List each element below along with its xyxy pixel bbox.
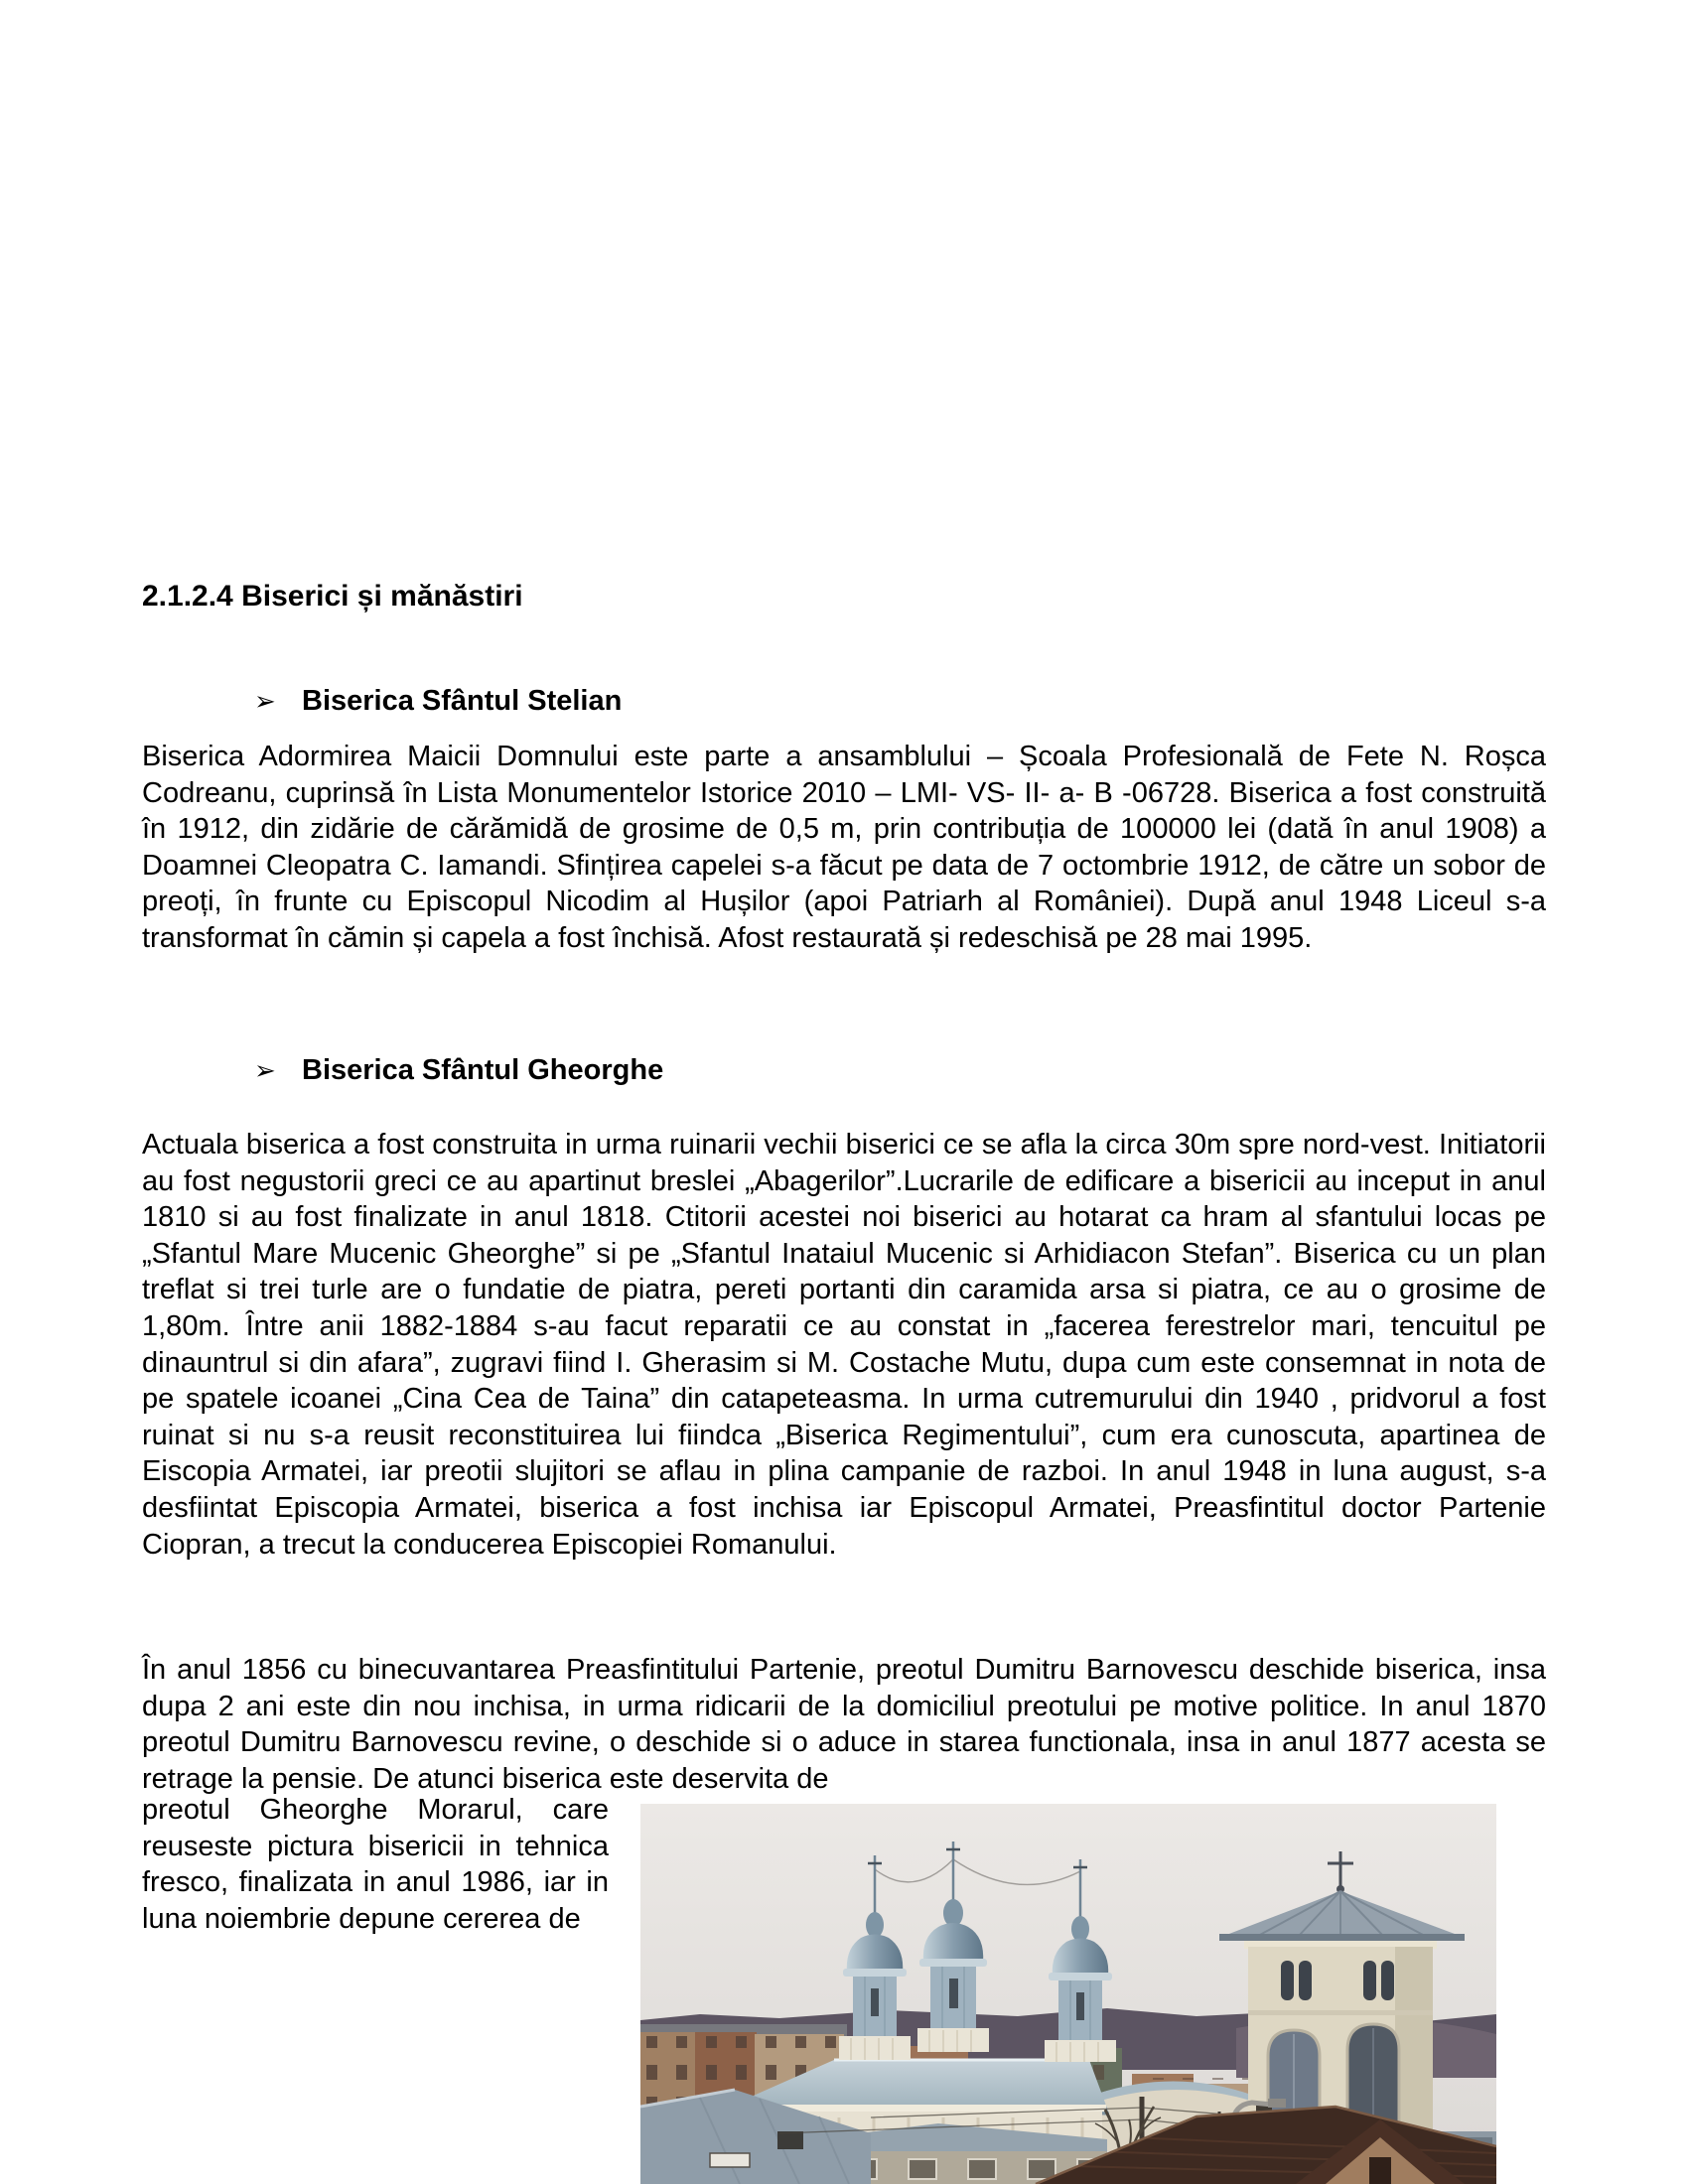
paragraph-stelian: Biserica Adormirea Maicii Domnului este parte a ansamblului – Școala Profesională de Fete N. Roșca Codreanu, cuprinsă în Lista Monumentelor Istorice 2010 – LMI- VS- II- a- B -06728. Biserica a fost construită în 1912, din zidărie de cărămidă de grosime de 0,5 m, prin contribuția de 100000 lei (dată în anul 1908) a Doamnei Cleopatra C. Iamandi. Sfințirea capelei s-a făcut pe data de 7 octombrie 1912, de către un sobor de preoți, în frunte cu Episcopul Nicodim al Hușilor (apoi Patriarh al României). După anul 1948 Liceul s-a transformat în cămin și capela a fost închisă. Afost restaurată și redeschisă pe 28 mai 1995. xyxy=(142,741,1546,954)
bullet-title-gheorghe: Biserica Sfântul Gheorghe xyxy=(302,1054,664,1086)
arrowhead-bullet-icon: ➢ xyxy=(254,687,276,717)
church-photo-illustration xyxy=(640,1804,1496,2184)
paragraph-gheorghe-wrapped: preotul Gheorghe Morarul, care reuseste pictura bisericii in tehnica fresco, finalizata in anul 1986, iar in luna noiembrie depune cererea de xyxy=(142,1794,609,1935)
bullet-title-stelian: Biserica Sfântul Stelian xyxy=(302,685,623,717)
bullet-item-biserica-gheorghe xyxy=(254,1052,663,1089)
church-photo xyxy=(640,1804,1496,2184)
section-heading: 2.1.2.4 Biserici și mănăstiri xyxy=(142,580,523,613)
paragraph-gheorghe-history: Actuala biserica a fost construita in urma ruinarii vechii biserici ce se afla la circa 30m spre nord-vest. Initiatorii au fost negustorii greci ce au apartinut breslei „Abagerilor”.Lucrarile de edificare a bisericii au inceput in anul 1810 si au fost finalizate in anul 1818. Ctitorii acestei noi biserici au hotarat ca hram al sfantului locas pe „Sfantul Mare Mucenic Gheorghe” si pe „Sfantul Inataiul Mucenic si Arhidiacon Stefan”. Biserica cu un plan treflat si trei turle are o fundatie de piatra, pereti portanti din caramida arsa si piatra, ce au o grosime de 1,80m. Între anii 1882-1884 s-au facut reparatii ce au constat in „facerea ferestrelor mari, tencuitul pe dinauntrul si din afara”, zugravi fiind I. Gherasim si M. Costache Mutu, dupa cum este consemnat in nota de pe spatele icoanei „Cina Cea de Taina” din catapeteasma. In urma cutremurului din 1940 , pridvorul a fost ruinat si nu s-a reusit reconstituirea lui fiindca „Biserica Regimentului”, cum era cunoscuta, apartinea de Eiscopia Armatei, iar preotii slujitori se aflau in plina campanie de razboi. In anul 1948 in luna august, s-a desfiintat Episcopia Armatei, biserica a fost inchisa iar Episcopul Armatei, Preasfintitul doctor Partenie Ciopran, a trecut la conducerea Episcopiei Romanului. xyxy=(142,1129,1546,1561)
bullet-item-biserica-stelian xyxy=(254,683,622,720)
arrowhead-bullet-icon: ➢ xyxy=(254,1056,276,1086)
paragraph-gheorghe-1856: În anul 1856 cu binecuvantarea Preasfintitului Partenie, preotul Dumitru Barnovescu deschide biserica, insa dupa 2 ani este din nou inchisa, in urma ridicarii de la domiciliul preotului pe motive politice. In anul 1870 preotul Dumitru Barnovescu revine, o deschide si o aduce in starea functionala, insa in anul 1877 acesta se retrage la pensie. De atunci biserica este deservita de xyxy=(142,1654,1546,1795)
